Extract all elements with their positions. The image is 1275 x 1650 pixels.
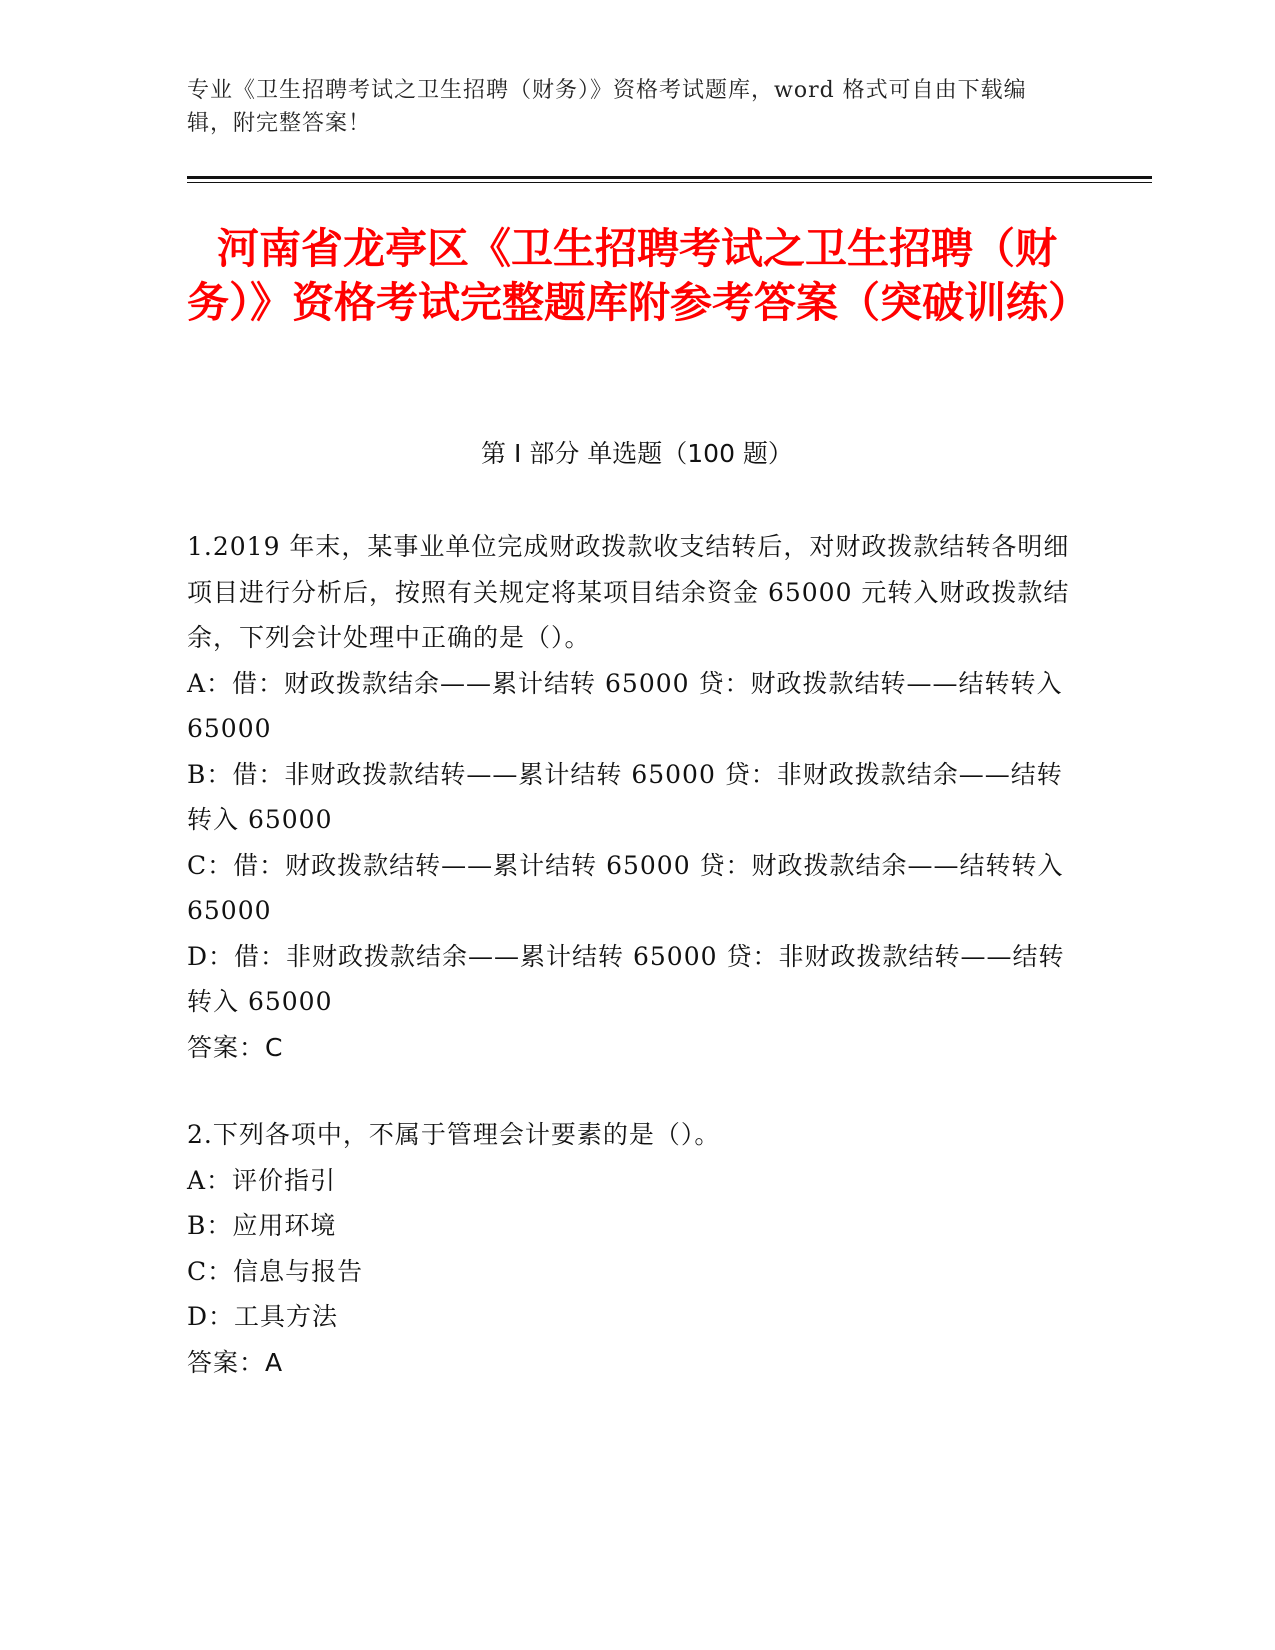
question-stem: 1.2019 年末，某事业单位完成财政拨款收支结转后，对财政拨款结转各明细项目进行分析后，按照有关规定将某项目结余资金 65000 元转入财政拨款结余，下列会计处理中正确的是（）。 [187, 532, 1070, 652]
option-c: C：信息与报告 [187, 1256, 364, 1286]
option-b: B：应用环境 [187, 1211, 337, 1240]
document-title: 河南省龙亭区《卫生招聘考试之卫生招聘（财务）》资格考试完整题库附参考答案（突破训练） [187, 224, 1091, 327]
question-2 [187, 1112, 1072, 1385]
answer: 答案：C [187, 1032, 284, 1062]
header-divider-thin [187, 182, 1152, 183]
option-a: A：借：财政拨款结余——累计结转 65000 贷：财政拨款结转——结转转入 65000 [187, 668, 1063, 743]
option-d: D：借：非财政拨款结余——累计结转 65000 贷：非财政拨款结转——结转转入 65000 [187, 941, 1065, 1016]
option-d: D：工具方法 [187, 1302, 339, 1331]
option-c: C：借：财政拨款结转——累计结转 65000 贷：财政拨款结余——结转转入 65000 [187, 850, 1064, 925]
header-note: 专业《卫生招聘考试之卫生招聘（财务）》资格考试题库，word 格式可自由下载编辑，附完整答案！ [187, 78, 1027, 136]
answer: 答案：A [187, 1347, 284, 1377]
question-stem: 2.下列各项中，不属于管理会计要素的是（）。 [187, 1120, 721, 1149]
option-a: A：评价指引 [187, 1165, 337, 1195]
header-divider-thick [187, 176, 1152, 179]
section-title: 第 I 部分 单选题（100 题） [481, 439, 793, 468]
question-1 [187, 524, 1072, 1070]
option-b: B：借：非财政拨款结转——累计结转 65000 贷：非财政拨款结余——结转转入 65000 [187, 759, 1063, 834]
